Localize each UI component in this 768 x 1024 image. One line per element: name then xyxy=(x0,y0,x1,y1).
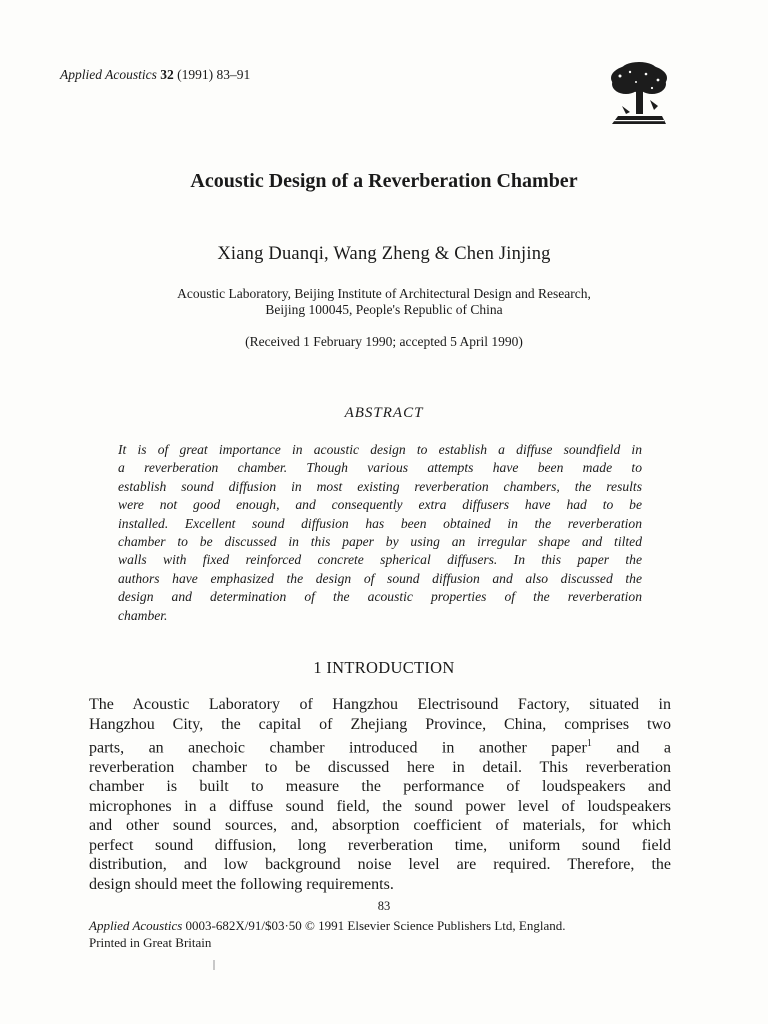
footer-line xyxy=(89,917,679,934)
page-number: 83 xyxy=(377,899,391,913)
author-affiliation xyxy=(100,286,668,318)
abstract-line: It is of great importance in acoustic design to establish a diffuse soundfield in xyxy=(118,442,642,457)
footnote-reference: 1 xyxy=(586,738,592,749)
abstract-line: establish sound diffusion in most existing reverberation chambers, the results xyxy=(118,478,642,494)
journal-year-pages: (1991) 83–91 xyxy=(177,67,251,82)
journal-name: Applied Acoustics xyxy=(60,67,157,82)
abstract-line: chamber to be discussed in this paper by using an irregular shape and tilted xyxy=(118,534,642,550)
article-title: Acoustic Design of a Reverberation Chamber xyxy=(190,170,578,192)
body-text: and a xyxy=(591,739,671,757)
affiliation-line: Acoustic Laboratory, Beijing Institute of Architectural Design and Research, xyxy=(177,286,591,301)
body-line: The Acoustic Laboratory of Hangzhou Electrisound Factory, situated in xyxy=(89,696,671,713)
body-line: design should meet the following requirements. xyxy=(89,875,394,893)
journal-header xyxy=(60,67,250,83)
abstract-line: design and determination of the acoustic properties of the reverberation xyxy=(118,589,642,605)
footer-journal: Applied Acoustics xyxy=(89,918,183,933)
abstract-line: authors have emphasized the design of sound diffusion and also discussed the xyxy=(118,570,642,586)
body-line: and other sound sources, and, absorption coefficient of materials, for which xyxy=(89,817,671,835)
received-dates: (Received 1 February 1990; accepted 5 April 1990) xyxy=(245,334,523,349)
body-text: parts, an anechoic chamber introduced in another paper xyxy=(89,739,587,757)
abstract-line: installed. Excellent sound diffusion has been obtained in the reverberation xyxy=(118,515,642,531)
intro-paragraph xyxy=(89,695,671,894)
abstract-line: were not good enough, and consequently extra diffusers have had to be xyxy=(118,497,642,513)
body-line: microphones in a diffuse sound field, the sound power level of loudspeakers xyxy=(89,797,671,815)
footer-printed: Printed in Great Britain xyxy=(89,935,212,950)
body-line xyxy=(89,734,671,758)
article-authors: Xiang Duanqi, Wang Zheng & Chen Jinjing xyxy=(217,244,551,264)
body-line: reverberation chamber to be discussed here in detail. This reverberation xyxy=(89,758,671,776)
body-line: Hangzhou City, the capital of Zhejiang Province, China, comprises two xyxy=(89,715,671,733)
body-line: distribution, and low background noise level are required. Therefore, the xyxy=(89,856,671,874)
abstract-line: chamber. xyxy=(118,607,168,623)
affiliation-line: Beijing 100045, People's Republic of China xyxy=(265,302,503,317)
section-heading: 1 INTRODUCTION xyxy=(313,658,455,677)
footer-code: 0003-682X/91/$03·50 © 1991 Elsevier Science Publishers Ltd, England. xyxy=(185,918,566,933)
page-footer xyxy=(89,917,679,951)
body-line: perfect sound diffusion, long reverberation time, uniform sound field xyxy=(89,836,671,854)
abstract-heading: ABSTRACT xyxy=(344,405,424,421)
journal-volume: 32 xyxy=(160,67,174,82)
scan-mark xyxy=(213,960,215,970)
abstract-line: walls with fixed reinforced concrete spherical diffusers. In this paper the xyxy=(118,552,642,568)
abstract-body xyxy=(118,441,642,625)
body-line: chamber is built to measure the performance of loudspeakers and xyxy=(89,778,671,796)
elsevier-tree-icon xyxy=(606,60,672,128)
abstract-line: a reverberation chamber. Though various attempts have been made to xyxy=(118,460,642,476)
